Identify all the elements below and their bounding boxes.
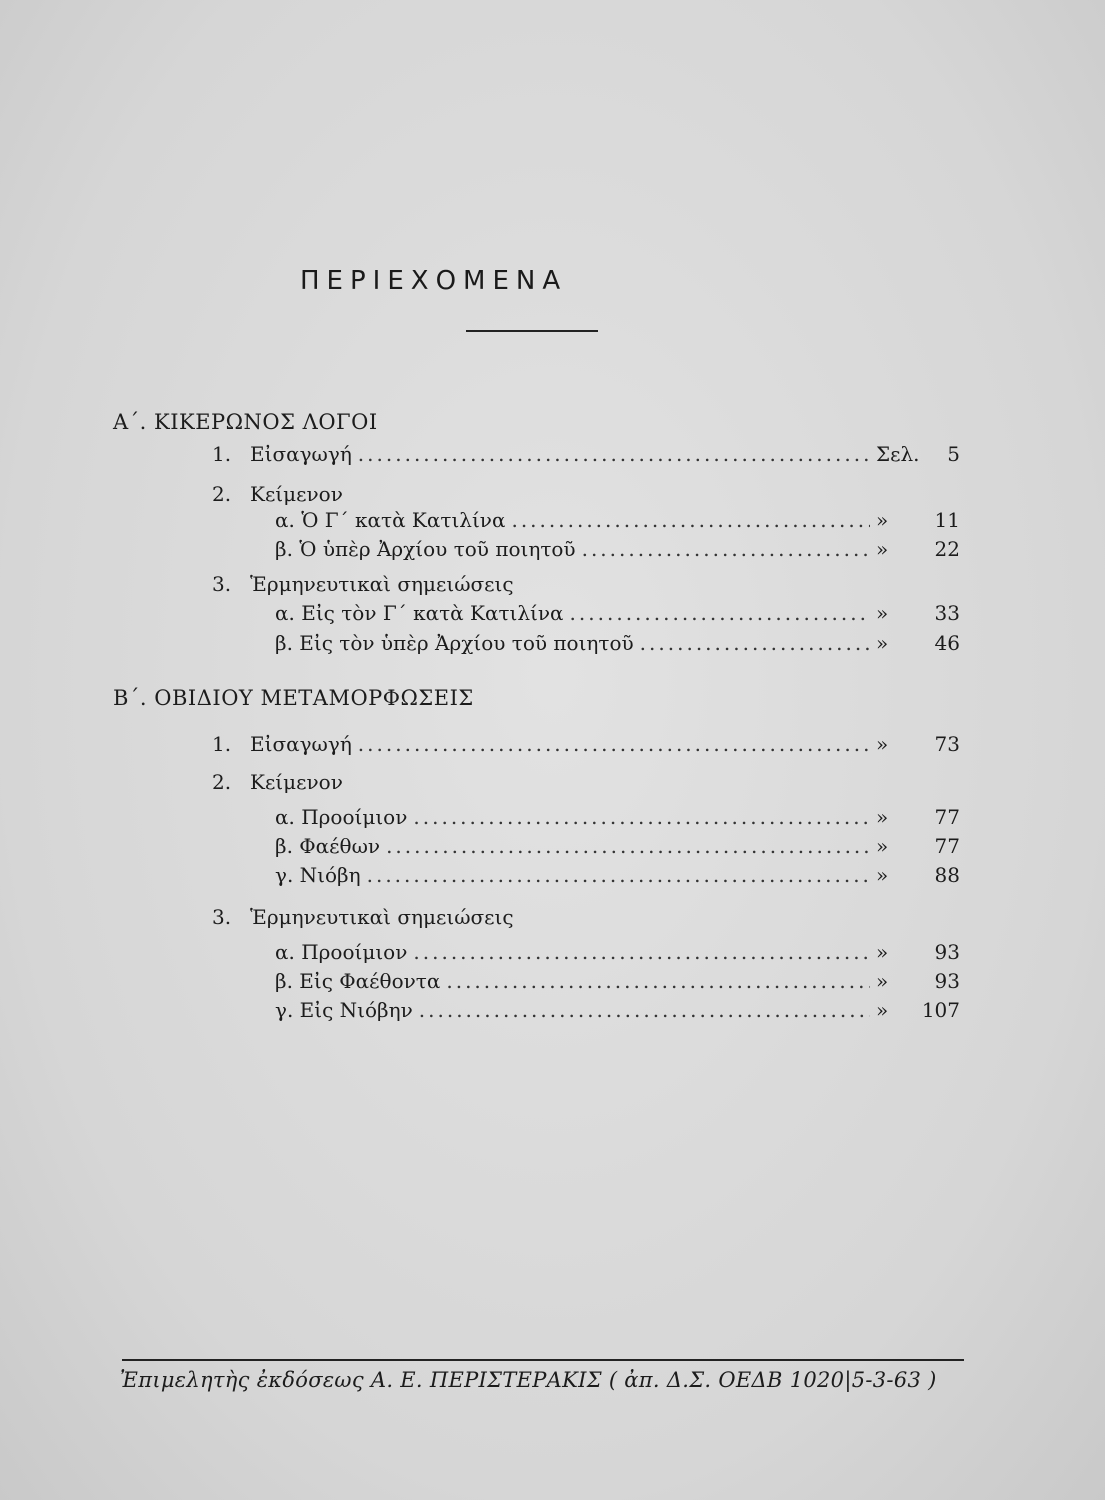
page-mark: »	[876, 732, 889, 756]
page-mark: »	[876, 834, 889, 858]
toc-entry	[212, 905, 712, 933]
page-mark: »	[876, 863, 889, 887]
entry-label: Κείμενον	[250, 482, 343, 506]
dot-leader	[640, 631, 870, 655]
entry-number: 2.	[212, 482, 232, 506]
entry-label: Εἰσαγωγή	[250, 442, 352, 466]
dot-leader	[446, 969, 870, 993]
entry-label: β. Ὁ ὑπὲρ Ἀρχίου τοῦ ποιητοῦ	[275, 537, 576, 561]
toc-entry	[212, 482, 612, 510]
entry-number: 3.	[212, 572, 232, 596]
entry-label: β. Εἰς τὸν ὑπὲρ Ἀρχίου τοῦ ποιητοῦ	[275, 631, 634, 655]
page-number: 5	[947, 442, 960, 466]
toc-entry	[275, 537, 960, 565]
page-mark: »	[876, 940, 889, 964]
page-mark: »	[876, 537, 889, 561]
toc-entry	[275, 601, 960, 629]
footer-divider	[122, 1359, 964, 1361]
dot-leader	[570, 601, 870, 625]
toc-entry	[212, 770, 612, 798]
dot-leader	[367, 863, 870, 887]
page-number: 77	[934, 834, 960, 858]
entry-label: α. Προοίμιον	[275, 940, 408, 964]
entry-label: Ἑρμηνευτικαὶ σημειώσεις	[250, 572, 514, 596]
page-mark: Σελ.	[876, 442, 920, 466]
page-mark: »	[876, 508, 889, 532]
entry-label: α. Εἰς τὸν Γ΄ κατὰ Κατιλίνα	[275, 601, 564, 625]
entry-label: α. Προοίμιον	[275, 805, 408, 829]
entry-number: 2.	[212, 770, 232, 794]
page-title: ΠΕΡΙΕΧΟΜΕΝΑ	[300, 266, 568, 296]
page-number: 88	[934, 863, 960, 887]
page-number: 11	[934, 508, 960, 532]
dot-leader	[358, 732, 870, 756]
page-mark: »	[876, 998, 889, 1022]
page-number: 73	[934, 732, 960, 756]
entry-label: Εἰσαγωγή	[250, 732, 352, 756]
toc-entry	[212, 572, 712, 600]
page-mark: »	[876, 601, 889, 625]
entry-label: γ. Νιόβη	[275, 863, 361, 887]
toc-entry	[212, 442, 960, 470]
toc-entry	[275, 940, 960, 968]
dot-leader	[419, 998, 870, 1022]
entry-label: β. Φαέθων	[275, 834, 381, 858]
dot-leader	[413, 940, 870, 964]
page-number: 77	[934, 805, 960, 829]
toc-entry	[275, 998, 960, 1026]
entry-label: Ἑρμηνευτικαὶ σημειώσεις	[250, 905, 514, 929]
page-number: 107	[921, 998, 960, 1022]
entry-number: 1.	[212, 732, 232, 756]
toc-entry	[275, 508, 960, 536]
section-heading: Β΄. ΟΒΙΔΙΟΥ ΜΕΤΑΜΟΡΦΩΣΕΙΣ	[113, 686, 474, 710]
toc-entry	[212, 732, 960, 760]
dot-leader	[386, 834, 870, 858]
entry-label: β. Εἰς Φαέθοντα	[275, 969, 441, 993]
page-number: 46	[934, 631, 960, 655]
page-mark: »	[876, 969, 889, 993]
title-divider	[466, 330, 598, 332]
dot-leader	[358, 442, 870, 466]
page-number: 93	[934, 940, 960, 964]
dot-leader	[413, 805, 870, 829]
page-number: 22	[934, 537, 960, 561]
dot-leader	[511, 508, 870, 532]
toc-entry	[275, 834, 960, 862]
toc-entry	[275, 863, 960, 891]
toc-entry	[275, 631, 960, 659]
toc-entry	[275, 805, 960, 833]
toc-entry	[275, 969, 960, 997]
page-mark: »	[876, 631, 889, 655]
page-number: 93	[934, 969, 960, 993]
entry-number: 1.	[212, 442, 232, 466]
entry-label: α. Ὁ Γ΄ κατὰ Κατιλίνα	[275, 508, 506, 532]
entry-number: 3.	[212, 905, 232, 929]
page-mark: »	[876, 805, 889, 829]
section-heading: Α΄. ΚΙΚΕΡΩΝΟΣ ΛΟΓΟΙ	[113, 410, 378, 434]
dot-leader	[582, 537, 870, 561]
publisher-footer: Ἐπιμελητὴς ἐκδόσεως Α. Ε. ΠΕΡΙΣΤΕΡΑΚΙΣ ( ἀπ. Δ.Σ. ΟΕΔΒ 1020|5-3-63 )	[120, 1368, 937, 1392]
entry-label: γ. Εἰς Νιόβην	[275, 998, 413, 1022]
entry-label: Κείμενον	[250, 770, 343, 794]
page-number: 33	[934, 601, 960, 625]
